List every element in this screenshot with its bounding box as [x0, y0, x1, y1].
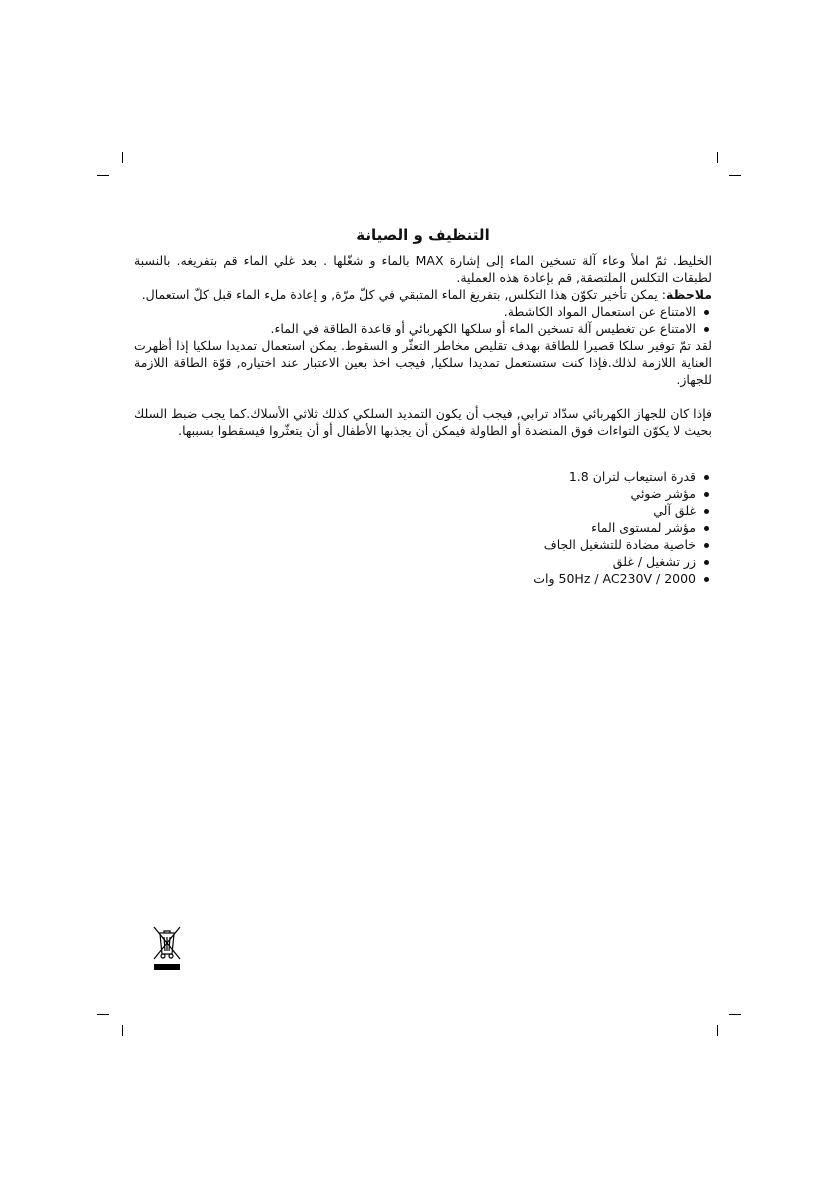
crop-mark — [729, 175, 741, 176]
section-title: التنظيف و الصيانة — [356, 226, 490, 244]
list-item: مؤشر لمستوى الماء — [134, 519, 712, 536]
ground-paragraph: فإذا كان للجهاز الكهربائي سدّاد ترابي, فيجب أن يكون التمديد السلكي كذلك ثلاثي الأسلاك.كما يجب ضبط السلك بحيث لا يكوّن التواءات فوق المنضدة أو الطاولة فيمكن أن يجذبها الأطفال أو أن يتعثّروا فيسقطوا بسببها. — [134, 406, 712, 438]
warning-list — [134, 303, 712, 337]
features-list — [134, 468, 712, 587]
crop-mark — [97, 1014, 109, 1015]
crop-mark — [729, 1014, 741, 1015]
crop-mark — [122, 1025, 123, 1036]
crossed-out-wheelie-bin-icon — [151, 925, 183, 971]
crop-mark — [97, 175, 109, 176]
list-item: 2000 / 50Hz / AC230V وات — [134, 570, 712, 587]
spacer — [134, 456, 712, 468]
page-content — [134, 226, 712, 587]
list-item: قدرة استيعاب لتران 1.8 — [134, 468, 712, 485]
list-item: مؤشر ضوئي — [134, 485, 712, 502]
cord-paragraph: لقد تمّ توفير سلكا قصيرا للطاقة بهدف تقليص مخاطر التعثّر و السقوط. يمكن استعمال تمديدا سلكيا إذا أظهرت العناية اللازمة لذلك.فإذا كنت ستستعمل تمديدا سلكيا, فيجب اخذ بعين الاعتبار عند اختياره, قوّة الطاقة اللازمة للجهاز. — [134, 338, 712, 387]
note-paragraph — [134, 286, 712, 303]
list-item: زر تشغيل / غلق — [134, 553, 712, 570]
crop-mark — [717, 1025, 718, 1036]
spacer — [134, 439, 712, 456]
list-item: خاصية مضادة للتشغيل الجاف — [134, 536, 712, 553]
note-label: ملاحظة — [666, 287, 712, 302]
spacer — [134, 388, 712, 405]
crop-mark — [122, 152, 123, 163]
crop-mark — [717, 152, 718, 163]
intro-paragraph: الخليط. ثمّ املأ وعاء آلة تسخين الماء إلى إشارة MAX بالماء و شغّلها . بعد غلي الماء قم بتفريغه. بالنسبة لطبقات التكلس الملتصقة, قم بإعادة هذه العملية. — [134, 253, 712, 285]
list-item: الامتناع عن تغطيس آلة تسخين الماء أو سلكها الكهربائي أو قاعدة الطاقة في الماء. — [134, 320, 712, 337]
list-item: الامتناع عن استعمال المواد الكاشطة. — [134, 303, 712, 320]
list-item: غلق آلي — [134, 502, 712, 519]
note-text: : يمكن تأخير تكوّن هذا التكلس, بتفريغ الماء المتبقي في كلّ مرّة, و إعادة ملء الماء قبل كلّ استعمال. — [141, 287, 666, 302]
